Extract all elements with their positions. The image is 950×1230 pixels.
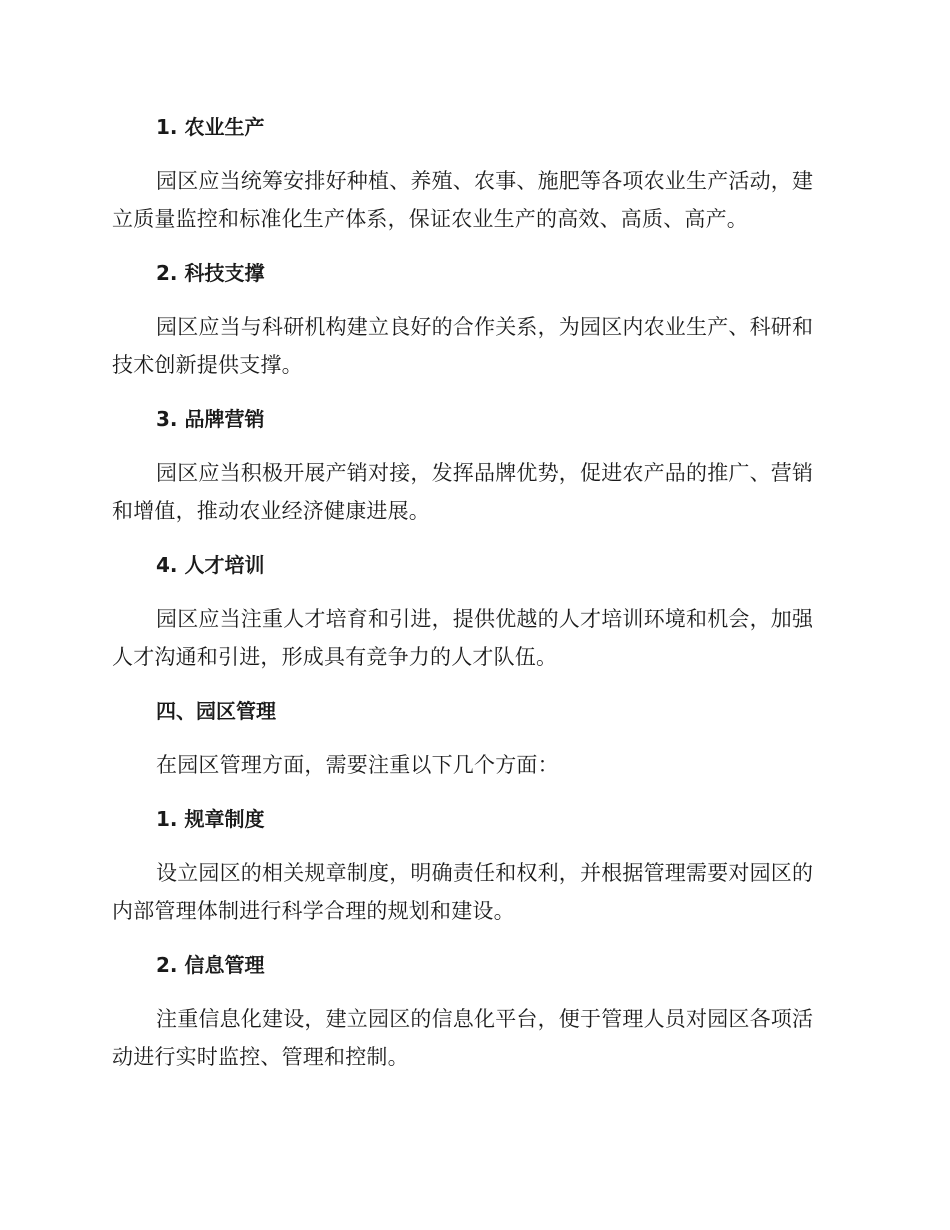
section-heading-talent-training: 4. 人才培训 xyxy=(156,553,265,577)
section-heading-agricultural-production: 1. 农业生产 xyxy=(156,115,265,139)
section-heading-tech-support: 2. 科技支撑 xyxy=(156,261,265,285)
section-paragraph-agricultural-production: 园区应当统筹安排好种植、养殖、农事、施肥等各项农业生产活动，建立质量监控和标准化生产体系，保证农业生产的高效、高质、高产。 xyxy=(112,169,814,231)
section-paragraph-rules: 设立园区的相关规章制度，明确责任和权利，并根据管理需要对园区的内部管理体制进行科学合理的规划和建设。 xyxy=(112,861,814,923)
section-heading-brand-marketing: 3. 品牌营销 xyxy=(156,407,265,431)
section-paragraph-park-management: 在园区管理方面，需要注重以下几个方面： xyxy=(156,753,559,777)
section-paragraph-info-management: 注重信息化建设，建立园区的信息化平台，便于管理人员对园区各项活动进行实时监控、管理和控制。 xyxy=(112,1007,814,1069)
section-paragraph-brand-marketing: 园区应当积极开展产销对接，发挥品牌优势，促进农产品的推广、营销和增值，推动农业经济健康进展。 xyxy=(112,461,814,523)
section-heading-rules: 1. 规章制度 xyxy=(156,807,265,831)
section-paragraph-talent-training: 园区应当注重人才培育和引进，提供优越的人才培训环境和机会，加强人才沟通和引进，形成具有竞争力的人才队伍。 xyxy=(112,607,814,669)
section-heading-park-management: 四、园区管理 xyxy=(156,699,276,723)
section-heading-info-management: 2. 信息管理 xyxy=(156,953,265,977)
document-page xyxy=(112,108,832,1092)
section-paragraph-tech-support: 园区应当与科研机构建立良好的合作关系，为园区内农业生产、科研和技术创新提供支撑。 xyxy=(112,315,814,377)
